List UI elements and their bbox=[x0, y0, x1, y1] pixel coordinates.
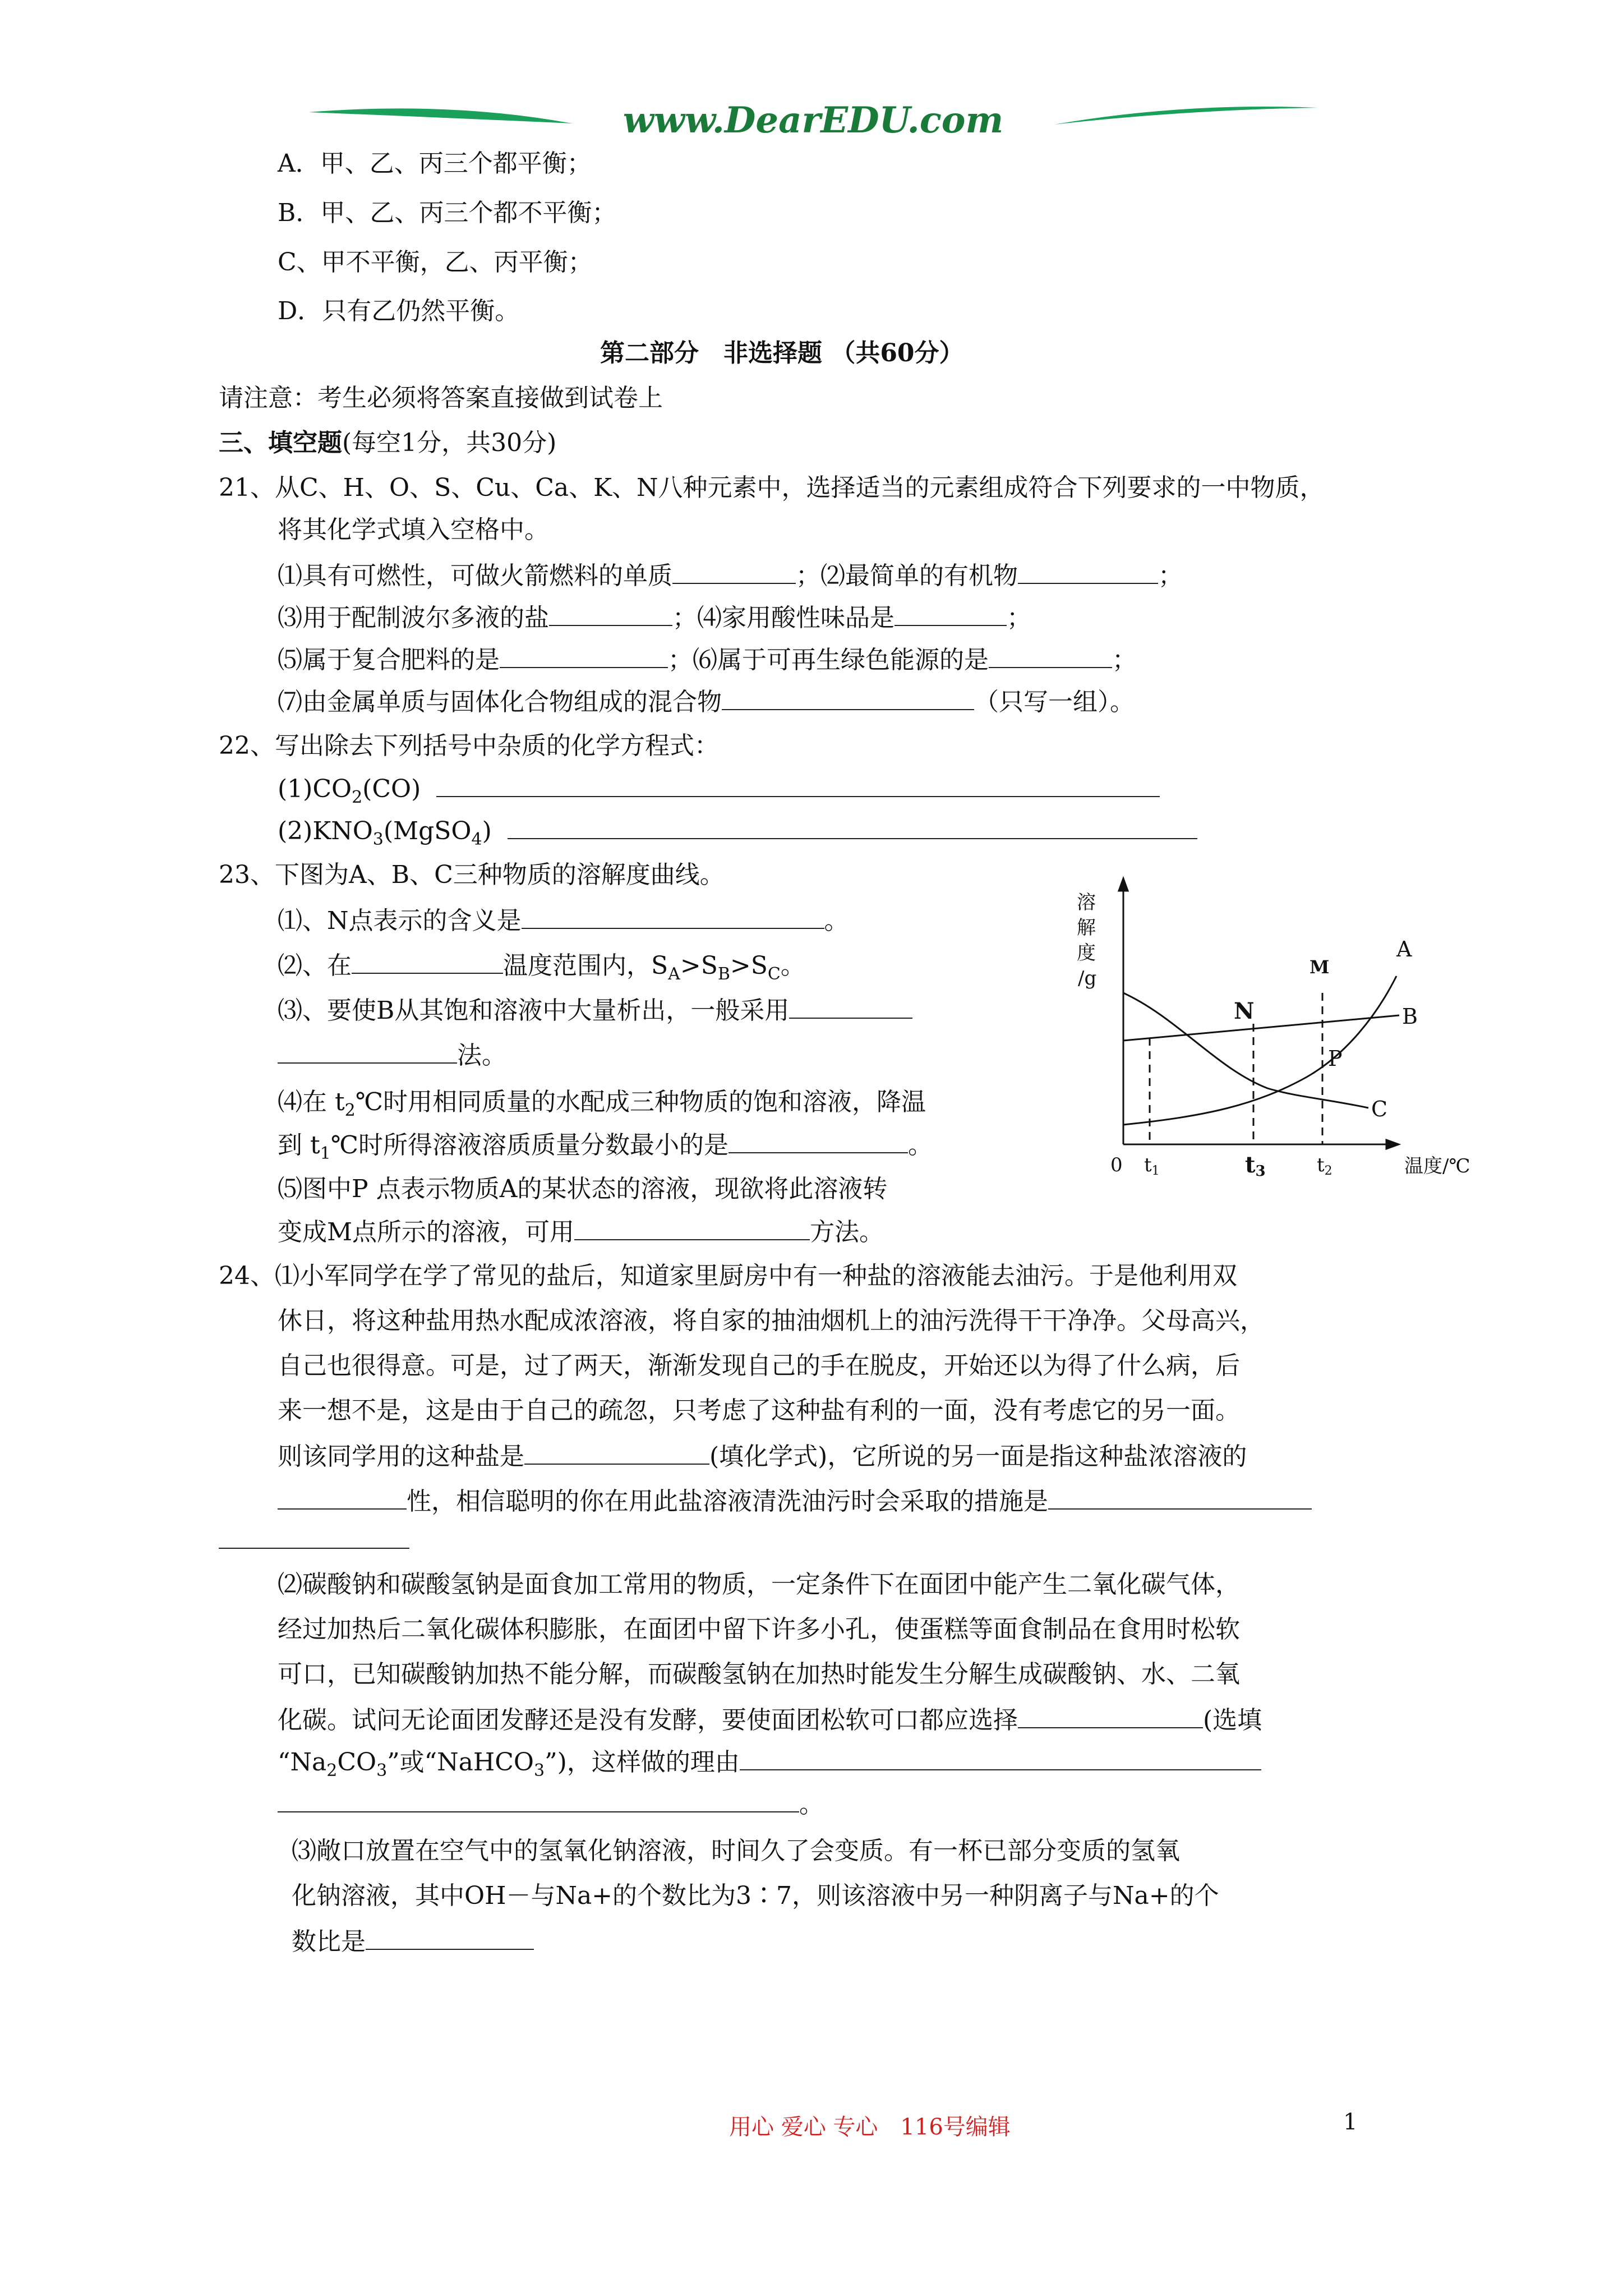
x-tick-t2 bbox=[1317, 1154, 1332, 1178]
x-tick-t1 bbox=[1144, 1154, 1160, 1178]
option-c: C、甲不平衡，乙、丙平衡； bbox=[278, 248, 593, 277]
q23-s3-text: ⑶、要使B从其饱和溶液中大量析出，一般采用 bbox=[278, 996, 790, 1025]
origin-label: 0 bbox=[1110, 1154, 1123, 1176]
q22-item1-sub: 2 bbox=[352, 787, 363, 807]
series-label-c: C bbox=[1371, 1097, 1388, 1121]
q24-p2-l5-a: “Na bbox=[278, 1748, 327, 1777]
q24-p3-l2: 化钠溶液，其中OH－与Na+的个数比为3∶7，则该溶液中另一种阴离子与Na+的个 bbox=[292, 1881, 1219, 1910]
q23-blank2[interactable] bbox=[352, 948, 503, 974]
q24-p2-l3: 可口，已知碳酸钠加热不能分解，而碳酸氢钠在加热时能发生分解生成碳酸钠、水、二氧 bbox=[278, 1660, 1240, 1688]
curve-b bbox=[1123, 1015, 1399, 1041]
q21-item5: ⑸属于复合肥料的是 bbox=[278, 646, 500, 674]
q23-blank5[interactable] bbox=[574, 1214, 810, 1240]
q21-item4: ；⑷家用酸性味品是 bbox=[672, 604, 895, 632]
x-tick-t2-main: t bbox=[1317, 1154, 1325, 1176]
q22-blank2[interactable] bbox=[508, 813, 1197, 839]
q24-blank3a[interactable] bbox=[1048, 1484, 1312, 1510]
q24-p2-l5-c: ”或“NaHCO bbox=[387, 1748, 534, 1777]
x-axis-label: 温度/℃ bbox=[1404, 1155, 1470, 1177]
q21-row3 bbox=[278, 642, 1137, 677]
q23-s5-text: 变成M点所示的溶液，可用 bbox=[278, 1218, 575, 1246]
y-label-1: 溶 bbox=[1077, 891, 1096, 914]
q22-item1 bbox=[278, 771, 1160, 815]
q21-item6: ；⑹属于可再生绿色能源的是 bbox=[668, 646, 989, 674]
q23-blank3a[interactable] bbox=[789, 993, 912, 1019]
q24-blank1[interactable] bbox=[524, 1439, 709, 1465]
q24-blank5a[interactable] bbox=[740, 1745, 1261, 1770]
q24-p2-l2: 经过加热后二氧化碳体积膨胀，在面团中留下许多小孔，使蛋糕等面食制品在食用时松软 bbox=[278, 1615, 1240, 1644]
q21-blank1[interactable] bbox=[672, 558, 796, 584]
q24-p2-l5 bbox=[278, 1745, 1261, 1788]
y-label-4: /g bbox=[1078, 967, 1097, 990]
q24-p3-l3-text: 数比是 bbox=[292, 1927, 366, 1956]
q21-item1: ⑴具有可燃性，可做火箭燃料的单质 bbox=[278, 562, 672, 590]
q23-s4-sub1: 2 bbox=[344, 1100, 356, 1120]
q23-s2-mid: 温度范围内，S bbox=[503, 951, 668, 980]
q23-s4-cont bbox=[278, 1128, 933, 1171]
q24-p2-l1: ⑵碳酸钠和碳酸氢钠是面食加工常用的物质，一定条件下在面团中能产生二氧化碳气体， bbox=[278, 1570, 1240, 1599]
solubility-chart bbox=[1066, 875, 1492, 1178]
q21-line1: 21、从C、H、O、S、Cu、Ca、K、N八种元素中，选择适当的元素组成符合下列要求的一中物质， bbox=[219, 473, 1325, 502]
q24-blank4[interactable] bbox=[1018, 1703, 1203, 1728]
q24-l4: 来一想不是，这是由于自己的疏忽，只考虑了这种盐有利的一面，没有考虑它的另一面。 bbox=[278, 1396, 1240, 1425]
q23-blank3b[interactable] bbox=[278, 1038, 457, 1064]
q22-item2-suffix: ) bbox=[482, 817, 492, 845]
q21-item3: ⑶用于配制波尔多液的盐 bbox=[278, 604, 549, 632]
q23-s3-cont bbox=[278, 1038, 506, 1073]
y-axis-arrow bbox=[1119, 878, 1128, 891]
q24-p3-l1: ⑶敞口放置在空气中的氢氧化钠溶液，时间久了会变质。有一杯已部分变质的氢氧 bbox=[292, 1837, 1180, 1865]
x-tick-t3 bbox=[1245, 1152, 1266, 1178]
y-label-2: 解 bbox=[1077, 917, 1096, 939]
q24-blank6[interactable] bbox=[366, 1924, 534, 1950]
q21-blank3[interactable] bbox=[549, 600, 672, 626]
q21-row1 bbox=[278, 558, 1183, 593]
q22-item2-sub1: 3 bbox=[372, 829, 384, 849]
q23-s3 bbox=[278, 993, 912, 1028]
q24-blank3b[interactable] bbox=[219, 1523, 409, 1549]
q23-s3-end: 法。 bbox=[457, 1041, 506, 1070]
y-label-3: 度 bbox=[1077, 942, 1096, 964]
site-logo-text: www.DearEDU.com bbox=[623, 99, 1004, 141]
q23-sub-c: C bbox=[767, 964, 781, 984]
q21-item7-end: （只写一组）。 bbox=[974, 688, 1135, 716]
curve-a bbox=[1123, 976, 1396, 1125]
q23-s2 bbox=[278, 948, 805, 991]
q24-l6 bbox=[278, 1484, 1312, 1519]
q23-sub-b: B bbox=[717, 964, 730, 984]
q24-p2-l4-end: (选填 bbox=[1203, 1706, 1262, 1734]
q23-gt2: >S bbox=[730, 951, 768, 980]
q21-semi4: ； bbox=[1007, 604, 1031, 632]
q24-p2-l6 bbox=[278, 1787, 824, 1821]
q24-p2-l5-sub3: 3 bbox=[534, 1760, 545, 1780]
x-tick-t3-main: t bbox=[1245, 1152, 1256, 1178]
q23-s5-end: 方法。 bbox=[810, 1218, 884, 1246]
section-note: (每空1分，共30分) bbox=[342, 429, 557, 457]
x-tick-t3-sub: 3 bbox=[1255, 1163, 1266, 1178]
q21-blank2[interactable] bbox=[1018, 558, 1158, 584]
q24-p2-l5-b: CO bbox=[337, 1748, 377, 1777]
q23-s5-cont bbox=[278, 1214, 884, 1249]
q23-s4-end: 。 bbox=[908, 1131, 933, 1159]
q21-blank6[interactable] bbox=[989, 642, 1112, 668]
q24-l5 bbox=[278, 1439, 1247, 1474]
point-label-n: N bbox=[1234, 998, 1255, 1024]
q24-p3-l3 bbox=[292, 1924, 534, 1959]
q24-blank2[interactable] bbox=[278, 1484, 407, 1510]
q23-s4-sub2: 1 bbox=[320, 1143, 331, 1163]
x-axis-arrow bbox=[1386, 1140, 1399, 1149]
q23-s5: ⑸图中P 点表示物质A的某状态的溶液，现欲将此溶液转 bbox=[278, 1175, 888, 1203]
q23-s1-text: ⑴、N点表示的含义是 bbox=[278, 907, 522, 935]
point-label-p: P bbox=[1328, 1046, 1343, 1071]
q24-l2: 休日，将这种盐用热水配成浓溶液，将自家的抽油烟机上的油污洗得干干净净。父母高兴， bbox=[278, 1306, 1265, 1335]
q24-p2-l4 bbox=[278, 1703, 1262, 1737]
q23-s4-text-b: ℃时用相同质量的水配成三种物质的饱和溶液，降温 bbox=[355, 1088, 926, 1116]
part2-title: 第二部分 非选择题 （共60分） bbox=[600, 339, 964, 367]
q23-s4 bbox=[278, 1085, 926, 1128]
q21-line2: 将其化学式填入空格中。 bbox=[278, 516, 549, 544]
q24-l3: 自己也很得意。可是，过了两天，渐渐发现自己的手在脱皮，开始还以为得了什么病，后 bbox=[278, 1351, 1240, 1380]
q24-l6-text: 性，相信聪明的你在用此盐溶液清洗油污时会采取的措施是 bbox=[407, 1487, 1048, 1516]
q24-p2-l4-text: 化碳。试问无论面团发酵还是没有发酵，要使面团松软可口都应选择 bbox=[278, 1706, 1018, 1734]
q22-item2-sub2: 4 bbox=[471, 829, 482, 849]
q22-title: 22、写出除去下列括号中杂质的化学方程式： bbox=[219, 731, 719, 760]
series-label-b: B bbox=[1402, 1004, 1418, 1029]
x-tick-t1-sub: 1 bbox=[1151, 1164, 1160, 1178]
point-label-m: M bbox=[1310, 956, 1330, 978]
q23-s1-end: 。 bbox=[824, 907, 849, 935]
q24-l5-text-a: 则该同学用的这种盐是 bbox=[278, 1442, 524, 1471]
q23-title: 23、下图为A、B、C三种物质的溶解度曲线。 bbox=[219, 861, 725, 889]
q23-s1 bbox=[278, 903, 849, 938]
q21-blank4[interactable] bbox=[895, 600, 1007, 626]
q24-l5-text-b: (填化学式)，它所说的另一面是指这种盐浓溶液的 bbox=[709, 1442, 1247, 1471]
q21-item7: ⑺由金属单质与固体化合物组成的混合物 bbox=[278, 688, 722, 716]
page-number: 1 bbox=[1343, 2109, 1358, 2135]
q23-sub-a: A bbox=[668, 964, 680, 984]
q22-item1-prefix: (1)CO bbox=[278, 775, 352, 803]
q21-blank7[interactable] bbox=[722, 684, 974, 710]
q23-s4-text-a: ⑷在 t bbox=[278, 1088, 345, 1116]
x-tick-t2-sub: 2 bbox=[1324, 1164, 1332, 1178]
section-title bbox=[219, 426, 556, 460]
q23-s4-text-c: 到 t bbox=[278, 1131, 320, 1159]
q22-item2 bbox=[278, 813, 1197, 857]
q23-blank1[interactable] bbox=[522, 903, 824, 929]
q24-l6-cont bbox=[219, 1523, 409, 1558]
q23-s4-text-d: ℃时所得溶液溶质质量分数最小的是 bbox=[330, 1131, 728, 1159]
q21-semi2: ； bbox=[1158, 562, 1183, 590]
q22-item2-mid: (MgSO bbox=[383, 817, 472, 845]
q21-item2: ；⑵最简单的有机物 bbox=[796, 562, 1018, 590]
q21-row4 bbox=[278, 684, 1135, 719]
q24-p2-l6-end: 。 bbox=[799, 1790, 824, 1819]
q21-semi6: ； bbox=[1112, 646, 1137, 674]
part2-note: 请注意：考生必须将答案直接做到试卷上 bbox=[219, 384, 663, 412]
q24-p2-l5-sub1: 2 bbox=[326, 1760, 338, 1780]
option-d: D．只有乙仍然平衡。 bbox=[278, 297, 520, 325]
option-a: A．甲、乙、丙三个都平衡； bbox=[278, 149, 592, 178]
option-b: B．甲、乙、丙三个都不平衡； bbox=[278, 199, 617, 227]
q24-l1: 24、⑴小军同学在学了常见的盐后，知道家里厨房中有一种盐的溶液能去油污。于是他利用双 bbox=[219, 1262, 1237, 1290]
q23-s2-end: 。 bbox=[780, 951, 805, 980]
q21-blank5[interactable] bbox=[500, 642, 668, 668]
q24-blank5b[interactable] bbox=[278, 1787, 799, 1812]
chart-svg bbox=[1066, 875, 1492, 1178]
q21-row2 bbox=[278, 600, 1031, 635]
section-heading: 三、填空题 bbox=[219, 429, 342, 457]
q24-p2-l5-d: ”)，这样做的理由 bbox=[545, 1748, 740, 1777]
footer-text: 用心 爱心 专心 116号编辑 bbox=[729, 2114, 1011, 2140]
q24-p2-l5-sub2: 3 bbox=[376, 1760, 388, 1780]
q23-gt1: >S bbox=[680, 951, 718, 980]
q22-item1-suffix: (CO) bbox=[362, 775, 421, 803]
q22-blank1[interactable] bbox=[436, 771, 1160, 797]
q23-blank4[interactable] bbox=[728, 1128, 908, 1153]
q23-s2-text: ⑵、在 bbox=[278, 951, 352, 980]
q22-item2-prefix: (2)KNO bbox=[278, 817, 373, 845]
x-tick-t1-main: t bbox=[1144, 1154, 1152, 1176]
series-label-a: A bbox=[1396, 937, 1412, 961]
